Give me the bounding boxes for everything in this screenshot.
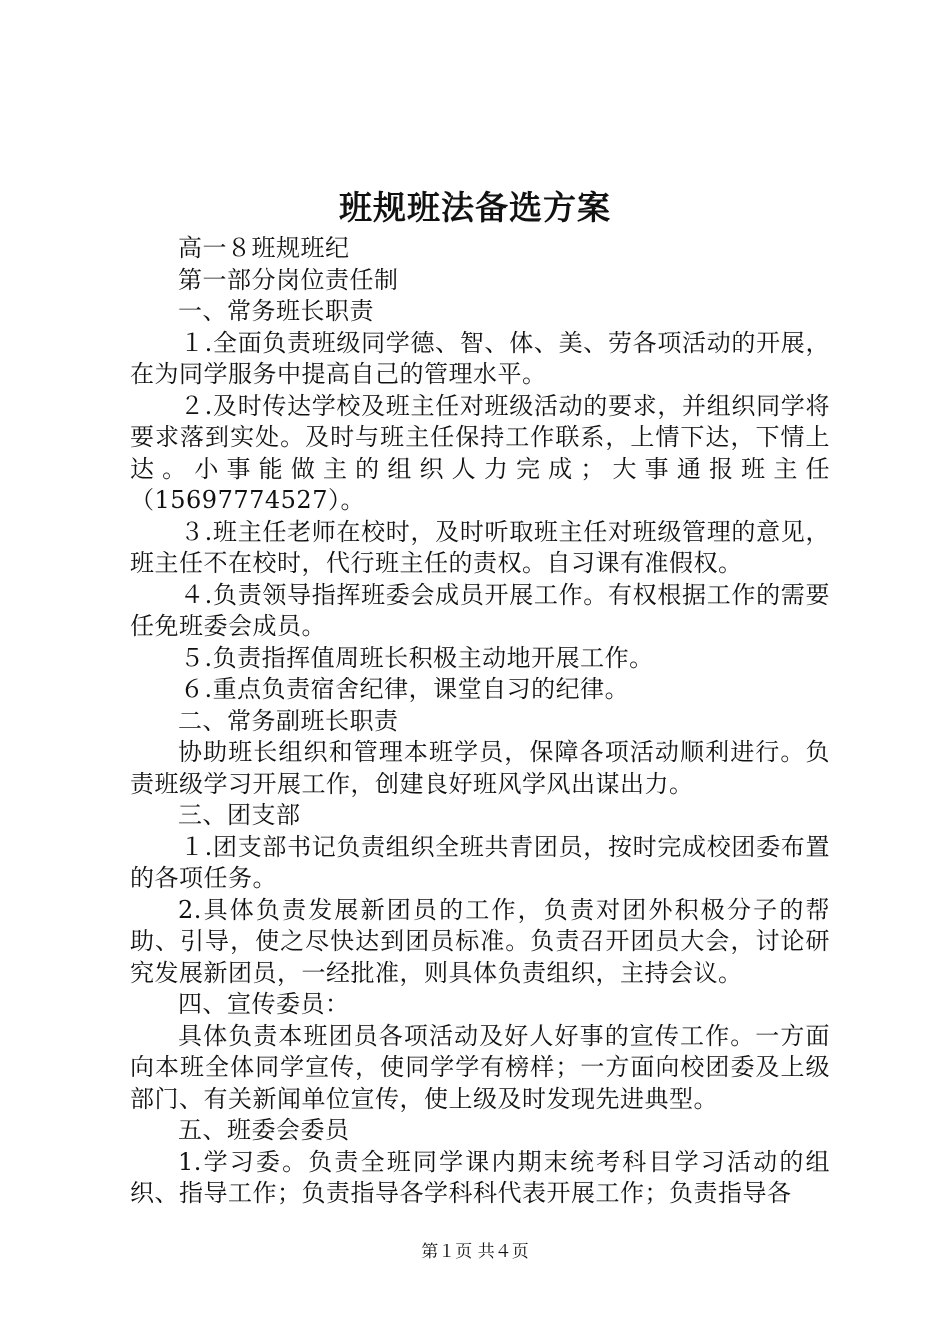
document-body	[130, 233, 830, 1210]
paragraph-monitor-4: ４.负责领导指挥班委会成员开展工作。有权根据工作的需要任免班委会成员。	[130, 580, 830, 640]
page-title: 班规班法备选方案	[339, 188, 611, 227]
paragraph-monitor-2: ２.及时传达学校及班主任对班级活动的要求，并组织同学将要求落到实处。及时与班主任保持工作联系，上情下达，下情上达。小事能做主的组织人力完成；大事通报班主任（15697774527）。	[130, 391, 830, 514]
paragraph-publicity: 具体负责本班团员各项活动及好人好事的宣传工作。一方面向本班全体同学宣传，使同学学有榜样；一方面向校团委及上级部门、有关新闻单位宣传，使上级及时发现先进典型。	[130, 1021, 830, 1113]
paragraph-part-heading: 第一部分岗位责任制	[178, 265, 399, 294]
paragraph-monitor-1: １.全面负责班级同学德、智、体、美、劳各项活动的开展，在为同学服务中提高自己的管理水平。	[130, 328, 830, 388]
paragraph-monitor-5: ５.负责指挥值周班长积极主动地开展工作。	[180, 643, 654, 672]
paragraph-monitor-6: ６.重点负责宿舍纪律，课堂自习的纪律。	[180, 675, 630, 703]
section-heading-vice-monitor: 二、常务副班长职责	[178, 706, 399, 735]
paragraph-class-name: 高一８班规班纪	[178, 234, 350, 262]
section-heading-monitor: 一、常务班长职责	[178, 297, 374, 325]
paragraph-committee-1: 1.学习委。负责全班同学课内期末统考科目学习活动的组织、指导工作；负责指导各学科科代表开展工作；负责指导各	[130, 1147, 830, 1207]
paragraph-league-1: １.团支部书记负责组织全班共青团员，按时完成校团委布置的各项任务。	[130, 832, 830, 892]
page-footer: 第１页 共４页	[421, 1242, 529, 1262]
paragraph-monitor-3: ３.班主任老师在校时，及时听取班主任对班级管理的意见，班主任不在校时，代行班主任的责权。自习课有准假权。	[130, 517, 830, 577]
section-heading-committee: 五、班委会委员	[178, 1116, 350, 1144]
paragraph-vice-monitor: 协助班长组织和管理本班学员，保障各项活动顺利进行。负责班级学习开展工作，创建良好班风学风出谋出力。	[130, 738, 830, 798]
section-heading-publicity: 四、宣传委员：	[178, 990, 350, 1018]
section-heading-league-branch: 三、团支部	[178, 801, 301, 829]
paragraph-league-2: 2.具体负责发展新团员的工作，负责对团外积极分子的帮助、引导，使之尽快达到团员标准。负责召开团员大会，讨论研究发展新团员，一经批准，则具体负责组织，主持会议。	[130, 895, 830, 987]
